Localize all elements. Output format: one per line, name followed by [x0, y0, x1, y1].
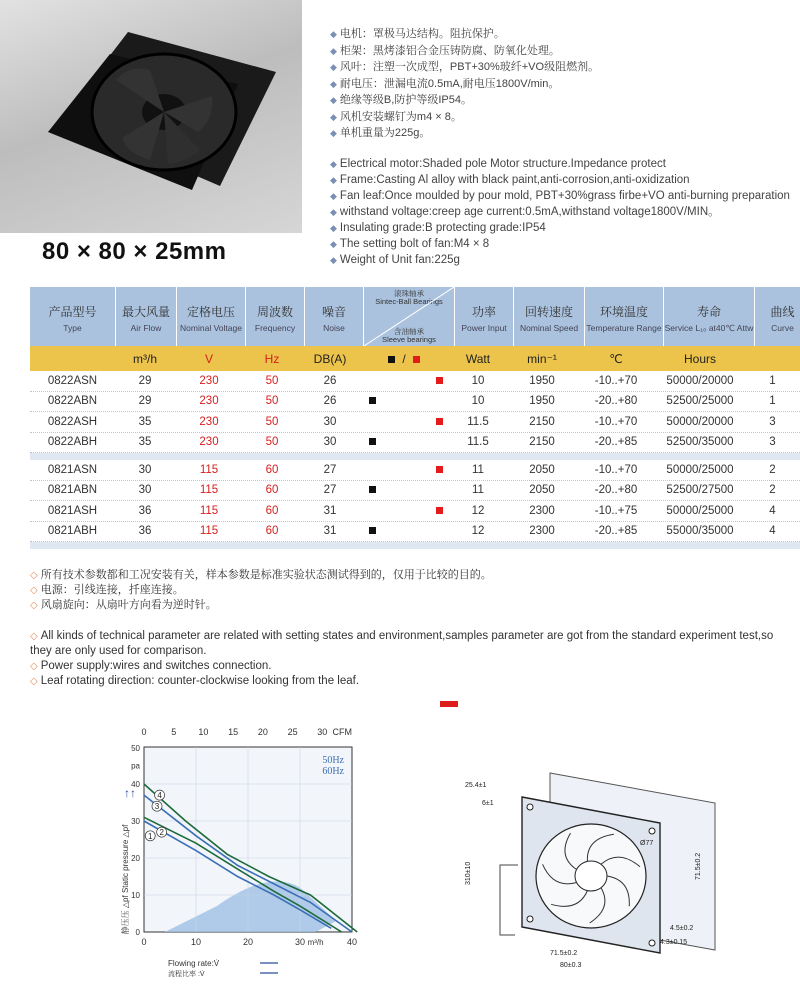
bullet-icon: ◆	[330, 95, 337, 105]
spec-line-en-text: withstand voltage:creep age current:0.5mA,withstand voltage1800V/MIN。	[339, 205, 720, 218]
header-speed: 回转速度 Nominal Speed	[514, 287, 585, 346]
product-photo	[0, 0, 302, 233]
table-row	[30, 501, 800, 522]
cell-voltage: 230	[199, 436, 219, 449]
table-row	[30, 371, 800, 392]
notes-cn	[30, 568, 790, 613]
cell-noise: 31	[323, 525, 337, 538]
specs-cn	[330, 26, 790, 142]
top-tick-label: 0	[141, 727, 147, 737]
spec-line-en	[330, 220, 790, 236]
cell-power: 11	[472, 484, 484, 497]
spec-line-en	[330, 204, 790, 220]
bullet-icon: ◆	[330, 78, 337, 89]
x-axis-label: Flowing rate:V̇	[168, 959, 220, 968]
bullet-icon: ◆	[330, 128, 337, 138]
cell-noise: 27	[323, 463, 337, 476]
cell-type: 0821ASH	[47, 504, 98, 517]
bottom-axis-label: m³/h	[307, 938, 324, 947]
table-row	[30, 412, 800, 433]
bottom-tick-label: 40	[346, 937, 358, 947]
spec-table	[30, 287, 800, 549]
chart-svg	[118, 722, 368, 980]
cell-speed: 2300	[529, 525, 555, 538]
spec-line-en-text: Fan leaf:Once moulded by pour mold, PBT+30%grass firbe+VO anti-burning preparation	[339, 189, 790, 202]
cell-power: 12	[471, 504, 485, 517]
cell-type: 0822ASN	[47, 374, 98, 387]
diamond-icon: ◇	[30, 600, 38, 611]
cell-freq: 50	[265, 374, 279, 387]
dimension-label: Ø77	[640, 840, 654, 847]
header-type: 产品型号 Type	[30, 287, 116, 346]
bearing-sleeve-label: 含油轴承 Sleeve bearings	[382, 327, 436, 344]
cell-life: 50000/25000	[666, 463, 734, 476]
note-line	[30, 629, 790, 659]
cell-life: 52500/25000	[666, 395, 734, 408]
specs-en	[330, 156, 790, 268]
unit-flow: m³/h	[133, 351, 157, 366]
cell-curve: 3	[769, 436, 776, 449]
spec-line-cn	[330, 125, 790, 142]
table-row	[30, 460, 800, 481]
spec-line-cn-text: 绝缘等级B,防护等级IP54。	[339, 94, 472, 106]
cell-type: 0822ABN	[47, 395, 98, 408]
bottom-tick-label: 20	[242, 937, 254, 947]
cell-power: 11.5	[467, 415, 489, 428]
sleeve-bearing-icon	[369, 438, 376, 445]
table-units-row	[30, 346, 800, 371]
cell-voltage: 115	[199, 484, 219, 497]
header-bearing	[364, 287, 455, 346]
fan-image	[0, 0, 302, 233]
cell-temp: -10..+70	[594, 415, 638, 428]
unit-voltage: V	[204, 351, 213, 366]
bottom-tick-label: 30	[294, 937, 306, 947]
cell-noise: 30	[323, 415, 337, 428]
cell-speed: 2050	[529, 484, 555, 497]
y-axis-label: 静压压 △pf Static pressure △pf	[121, 824, 130, 935]
bullet-icon: ◆	[330, 222, 337, 233]
bullet-icon: ◆	[330, 158, 337, 169]
spec-line-en-text: Electrical motor:Shaded pole Motor structure.Impedance protect	[339, 157, 666, 170]
cell-curve: 3	[769, 415, 776, 428]
cell-flow: 35	[138, 415, 152, 428]
ball-bearing-icon	[436, 377, 443, 384]
unit-power: Watt	[465, 351, 491, 366]
header-noise: 噪音 Noise	[305, 287, 364, 346]
bullet-icon: ◆	[330, 62, 337, 72]
cell-noise: 30	[323, 436, 337, 449]
note-line	[30, 568, 790, 583]
diamond-icon: ◇	[30, 676, 38, 687]
cell-bearing	[359, 505, 449, 517]
dimension-label: 71.5±0.2	[695, 852, 702, 880]
spec-line-cn	[330, 92, 790, 109]
cell-temp: -20..+80	[594, 484, 638, 497]
cell-temp: -10..+70	[594, 463, 638, 476]
spec-line-en	[330, 252, 790, 268]
unit-speed: min⁻¹	[527, 351, 557, 366]
cell-freq: 60	[265, 504, 279, 517]
cell-noise: 26	[323, 374, 337, 387]
spec-line-cn	[330, 76, 790, 93]
diamond-icon: ◇	[30, 570, 38, 581]
header-temp: 环境温度 Temperature Range	[585, 287, 664, 346]
cell-life: 55000/35000	[666, 525, 734, 538]
cell-voltage: 230	[199, 415, 219, 428]
cell-freq: 60	[265, 525, 279, 538]
note-text: All kinds of technical parameter are related with setting states and environment,samples parameter are got from the standard experiment test,so they are only used for comparison.	[30, 630, 774, 657]
bullet-icon: ◆	[330, 45, 337, 56]
dimension-label: 4.5±0.2	[670, 925, 694, 932]
cell-flow: 29	[138, 374, 152, 387]
mount-hole	[649, 828, 655, 834]
cell-type: 0822ASH	[47, 415, 98, 428]
cell-power: 11.5	[467, 436, 489, 449]
top-axis-label: CFM	[332, 727, 352, 737]
header-freq: 周波数 Frequency	[246, 287, 305, 346]
spec-line-en	[330, 236, 790, 252]
cell-freq: 60	[265, 484, 279, 497]
cell-noise: 26	[323, 395, 337, 408]
table-header	[30, 287, 800, 346]
cell-flow: 36	[138, 525, 152, 538]
cell-speed: 2050	[529, 463, 555, 476]
note-line	[30, 659, 790, 674]
table-group	[30, 371, 800, 460]
cell-curve: 4	[769, 504, 776, 517]
up-arrow-icon: ↑↑	[124, 786, 136, 800]
cell-voltage: 230	[199, 395, 219, 408]
top-tick-label: 15	[228, 727, 239, 737]
y-tick-label: 30	[131, 817, 140, 826]
cell-bearing	[359, 525, 449, 537]
cell-curve: 1	[769, 395, 776, 408]
cell-curve: 1	[769, 374, 776, 387]
dimension-svg	[460, 745, 760, 975]
spec-line-en-text: The setting bolt of fan:M4 × 8	[339, 237, 490, 250]
bearing-ball-label: 滚珠轴承 Sintec-Ball Bearings	[375, 289, 443, 306]
cell-temp: -20..+80	[594, 395, 638, 408]
cell-voltage: 230	[199, 374, 219, 387]
y-unit-label: pa	[131, 761, 140, 771]
cell-temp: -20..+85	[594, 525, 638, 538]
table-row	[30, 392, 800, 413]
y-tick-label: 50	[131, 744, 140, 753]
spec-line-cn	[330, 43, 790, 60]
ball-bearing-icon	[436, 507, 443, 514]
diamond-icon: ◇	[30, 631, 38, 642]
note-line	[30, 674, 790, 689]
spec-line-en	[330, 188, 790, 204]
top-tick-label: 30	[317, 727, 328, 737]
cell-bearing	[359, 464, 449, 476]
note-line	[30, 598, 790, 613]
note-text: Leaf rotating direction: counter-clockwise looking from the leaf.	[40, 675, 360, 687]
cell-voltage: 115	[199, 463, 219, 476]
note-text: Power supply:wires and switches connection.	[40, 660, 272, 672]
table-row	[30, 433, 800, 454]
cell-type: 0821ASN	[47, 463, 98, 476]
top-tick-label: 20	[257, 727, 268, 737]
cell-voltage: 115	[199, 525, 219, 538]
diamond-icon: ◇	[30, 585, 38, 596]
cell-bearing	[359, 484, 449, 496]
curve-number: 3	[154, 802, 160, 812]
note-text: 风扇旋向：从扇叶方向看为逆时针。	[40, 599, 217, 611]
top-tick-label: 10	[198, 727, 209, 737]
cell-curve: 4	[769, 525, 776, 538]
cell-power: 10	[471, 374, 485, 387]
cell-speed: 1950	[529, 395, 555, 408]
spec-line-en	[330, 156, 790, 172]
cell-bearing	[359, 375, 449, 387]
fan-hub	[575, 861, 607, 891]
table-row	[30, 522, 800, 543]
bullet-icon: ◆	[330, 254, 337, 265]
note-text: 电源：引线连接，扦座连接。	[40, 584, 184, 596]
ball-bearing-icon	[413, 356, 420, 363]
header-flow: 最大风量 Air Flow	[116, 287, 177, 346]
cell-flow: 29	[138, 395, 152, 408]
cell-life: 52500/35000	[666, 436, 734, 449]
cell-type: 0821ABH	[47, 525, 98, 538]
mount-hole	[649, 940, 655, 946]
spec-line-cn	[330, 109, 790, 126]
notes-en	[30, 629, 790, 689]
cell-flow: 35	[138, 436, 152, 449]
dimension-label: 80±0.3	[560, 962, 582, 969]
curve-number: 2	[159, 828, 164, 838]
cell-flow: 36	[138, 504, 152, 517]
diamond-icon: ◇	[30, 661, 38, 672]
lead-wire	[500, 865, 518, 935]
cell-life: 52500/27500	[666, 484, 734, 497]
dimension-label: 310±10	[465, 861, 472, 885]
spec-line-cn-text: 柜架：黑烤漆铝合金压铸防腐、防氧化处理。	[339, 44, 560, 57]
mount-hole	[527, 916, 533, 922]
cell-type: 0821ABN	[47, 484, 98, 497]
spec-line-cn-text: 风叶：注塑一次成型，PBT+30%玻纤+VO级阻燃剂。	[339, 61, 600, 73]
bullet-icon: ◆	[330, 190, 337, 201]
curve-number: 4	[157, 791, 162, 801]
cell-speed: 2300	[529, 504, 555, 517]
bullet-icon: ◆	[330, 174, 337, 185]
dimension-label: 4.3±0.15	[660, 939, 688, 946]
spec-line-en-text: Weight of Unit fan:225g	[339, 253, 460, 266]
cell-freq: 60	[265, 463, 279, 476]
cell-flow: 30	[138, 484, 152, 497]
header-life: 寿命 Service L₁₀ at40℃ Attw	[664, 287, 755, 346]
table-body	[30, 371, 800, 549]
cell-freq: 50	[265, 395, 279, 408]
cell-speed: 2150	[529, 415, 555, 428]
note-text: 所有技术参数都和工况安装有关，样本参数是标准实验状态测试得到的，仅用于比较的目的。	[40, 569, 492, 581]
y-tick-label: 40	[131, 780, 140, 789]
table-row	[30, 481, 800, 502]
cell-noise: 31	[323, 504, 337, 517]
unit-temp: ℃	[609, 351, 623, 366]
top-tick-label: 5	[171, 727, 177, 737]
cell-curve: 2	[769, 463, 776, 476]
notes-block	[30, 568, 790, 689]
header-power: 功率 Power Input	[455, 287, 514, 346]
cell-life: 50000/20000	[666, 415, 734, 428]
red-marker	[440, 701, 458, 707]
cell-temp: -20..+85	[594, 436, 638, 449]
cell-temp: -10..+70	[594, 374, 638, 387]
cell-life: 50000/20000	[666, 374, 734, 387]
unit-bearing: /	[359, 352, 449, 366]
spec-line-en-text: Insulating grade:B protecting grade:IP54	[339, 221, 546, 234]
bottom-tick-label: 0	[141, 937, 147, 947]
ball-bearing-icon	[436, 418, 443, 425]
ball-bearing-icon	[436, 466, 443, 473]
dimension-label: 6±1	[482, 800, 494, 807]
unit-life: Hours	[683, 351, 716, 366]
bullet-icon: ◆	[330, 206, 337, 217]
cell-power: 11	[472, 463, 484, 476]
spec-line-cn-text: 耐电压：泄漏电流0.5mA,耐电压1800V/min。	[339, 77, 560, 90]
unit-noise: DB(A)	[313, 351, 347, 366]
cell-type: 0822ABH	[47, 436, 98, 449]
bottom-tick-label: 10	[190, 937, 202, 947]
spec-line-cn-text: 风机安装螺钉为m4 × 8。	[339, 110, 462, 123]
top-tick-label: 25	[287, 727, 298, 737]
cell-power: 10	[471, 395, 485, 408]
bullet-icon: ◆	[330, 29, 337, 39]
bullet-icon: ◆	[330, 238, 337, 249]
mount-hole	[527, 804, 533, 810]
product-size: 80 × 80 × 25mm	[42, 238, 227, 265]
sleeve-bearing-icon	[369, 486, 376, 493]
cell-flow: 30	[138, 463, 152, 476]
cell-freq: 50	[265, 436, 279, 449]
cell-curve: 2	[769, 484, 776, 497]
y-tick-label: 0	[135, 928, 140, 937]
cell-speed: 2150	[529, 436, 555, 449]
bullet-icon: ◆	[330, 111, 337, 122]
dimension-label: 71.5±0.2	[550, 950, 578, 957]
dimension-label: 25.4±1	[465, 782, 487, 789]
specs-block	[330, 26, 790, 268]
dimension-drawing	[460, 745, 760, 975]
performance-chart	[118, 722, 368, 980]
legend-50hz: 50Hz	[322, 755, 344, 766]
cell-life: 50000/25000	[666, 504, 734, 517]
cell-noise: 27	[323, 484, 337, 497]
spec-line-en	[330, 172, 790, 188]
sleeve-bearing-icon	[388, 356, 395, 363]
spec-line-cn-text: 单机重量为225g。	[339, 127, 431, 139]
spec-line-en-text: Frame:Casting Al alloy with black paint,anti-corrosion,anti-oxidization	[339, 173, 690, 186]
x-axis-label-cn: 流程比率 :V̇	[168, 971, 205, 978]
cell-freq: 50	[265, 415, 279, 428]
table-group	[30, 460, 800, 549]
spec-line-cn	[330, 59, 790, 76]
spec-line-cn	[330, 26, 790, 43]
header-curve: 曲线 Curve	[755, 287, 800, 346]
cell-speed: 1950	[529, 374, 555, 387]
header-voltage: 定格电压 Nominal Voltage	[177, 287, 246, 346]
cell-temp: -10..+75	[594, 504, 638, 517]
unit-freq: Hz	[264, 351, 280, 366]
spec-line-cn-text: 电机：罩极马达结构。阻抗保护。	[339, 28, 505, 40]
note-line	[30, 583, 790, 598]
sleeve-bearing-icon	[369, 527, 376, 534]
legend-60hz: 60Hz	[322, 766, 344, 777]
cell-power: 12	[471, 525, 485, 538]
y-tick-label: 20	[131, 854, 140, 863]
curve-number: 1	[148, 831, 153, 841]
cell-bearing	[359, 416, 449, 428]
y-tick-label: 10	[131, 891, 140, 900]
cell-bearing	[359, 395, 449, 407]
cell-voltage: 115	[199, 504, 219, 517]
cell-bearing	[359, 436, 449, 448]
sleeve-bearing-icon	[369, 397, 376, 404]
